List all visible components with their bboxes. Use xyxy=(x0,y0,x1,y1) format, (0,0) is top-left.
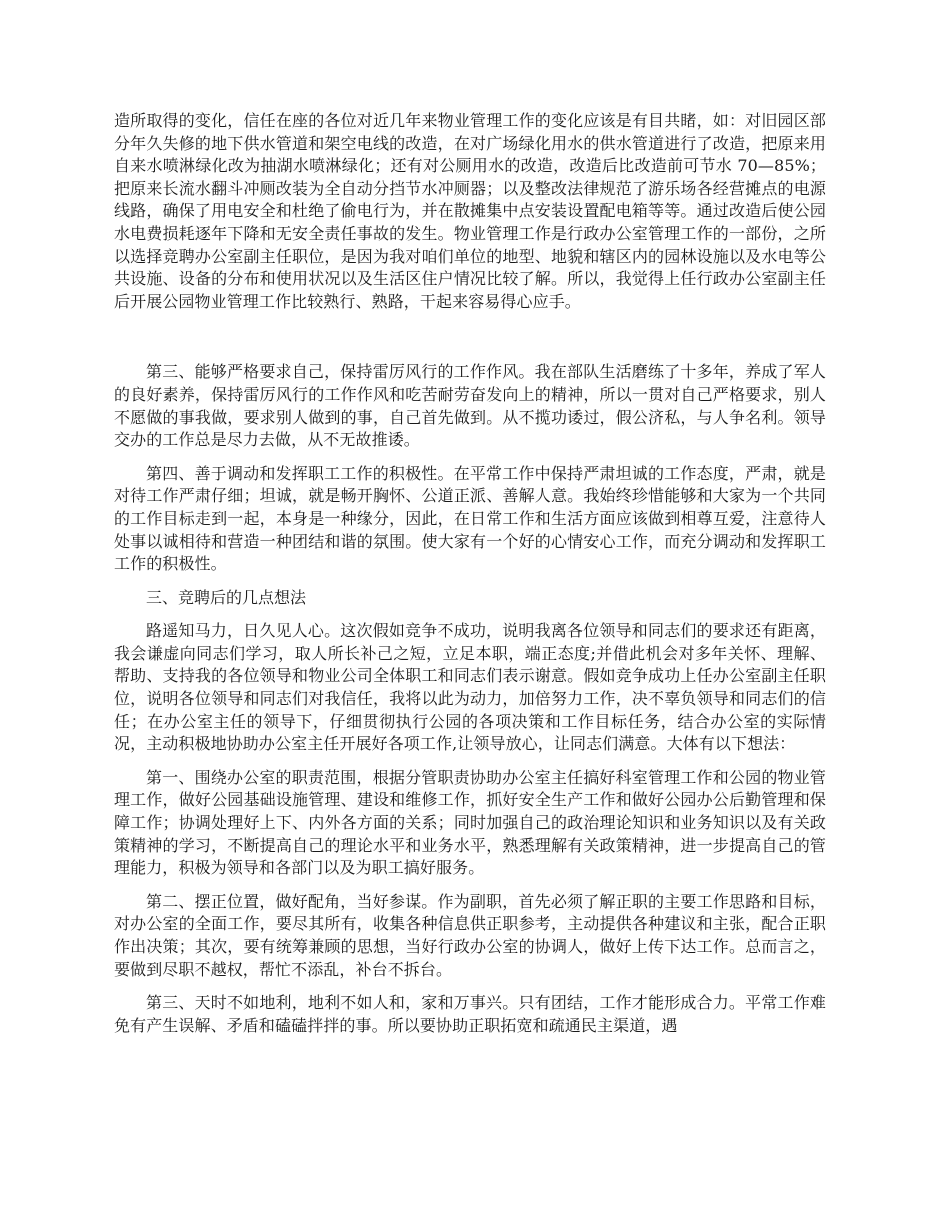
paragraph-continued: 造所取得的变化，信任在座的各位对近几年来物业管理工作的变化应该是有目共睹，如：对旧园区部分年久失修的地下供水管道和架空电线的改造，在对广场绿化用水的供水管道进行了改造，把原来用自来水喷淋绿化改为抽湖水喷淋绿化；还有对公厕用水的改造，改造后比改造前可节水 70—85%；把原来长流水翻斗冲厕改装为全自动分挡节水冲厕器；以及整改法律规范了游乐场各经营摊点的电源线路，确保了用电安全和杜绝了偷电行为，并在散摊集中点安装设置配电箱等等。通过改造后使公园水电费损耗逐年下降和无安全责任事故的发生。物业管理工作是行政办公室管理工作的一部份，之所以选择竞聘办公室副主任职位，是因为我对咱们单位的地型、地貌和辖区内的园林设施以及水电等公共设施、设备的分布和使用状况以及生活区住户情况比较了解。所以，我觉得上任行政办公室副主任后开展公园物业管理工作比较熟行、熟路，干起来容易得心应手。 xyxy=(114,111,826,311)
paragraph-outcome: 路遥知马力，日久见人心。这次假如竞争不成功，说明我离各位领导和同志们的要求还有距离，我会谦虚向同志们学习，取人所长补己之短，立足本职，端正态度;并借此机会对多年关怀、理解、帮助、支持我的各位领导和物业公司全体职工和同志们表示谢意。假如竞争成功上任办公室副主任职位，说明各位领导和同志们对我信任，我将以此为动力，加倍努力工作，决不辜负领导和同志们的信任；在办公室主任的领导下，仔细贯彻执行公园的各项决策和工作目标任务，结合办公室的实际情况，主动积极地协助办公室主任开展好各项工作,让领导放心，让同志们满意。大体有以下想法： xyxy=(114,621,826,754)
paragraph-idea-one: 第一、围绕办公室的职责范围，根据分管职责协助办公室主任搞好科室管理工作和公园的物业管理工作，做好公园基础设施管理、建设和维修工作，抓好安全生产工作和做好公园办公后勤管理和保障工作；协调处理好上下、内外各方面的关系；同时加强自己的政治理论知识和业务知识以及有关政策精神的学习，不断提高自己的理论水平和业务水平，熟悉理解有关政策精神，进一步提高自己的管理能力，积极为领导和各部门以及为职工搞好服务。 xyxy=(114,767,826,878)
document-page xyxy=(114,110,826,1037)
paragraph-idea-three: 第三、天时不如地利，地利不如人和，家和万事兴。只有团结，工作才能形成合力。平常工作难免有产生误解、矛盾和磕磕拌拌的事。所以要协助正职拓宽和疏通民主渠道，遇 xyxy=(114,993,826,1035)
paragraph-point-three-discipline: 第三、能够严格要求自己，保持雷厉风行的工作作风。我在部队生活磨练了十多年，养成了军人的良好素养，保持雷厉风行的工作作风和吃苦耐劳奋发向上的精神，所以一贯对自己严格要求，别人不愿做的事我做，要求别人做到的事，自己首先做到。从不揽功诿过，假公济私，与人争名利。领导交办的工作总是尽力去做，从不无故推诿。 xyxy=(114,362,826,450)
paragraph-idea-two: 第二、摆正位置，做好配角，当好参谋。作为副职，首先必须了解正职的主要工作思路和目标，对办公室的全面工作，要尽其所有，收集各种信息供正职参考，主动提供各种建议和主张，配合正职作出决策；其次，要有统筹兼顾的思想，当好行政办公室的协调人，做好上传下达工作。总而言之，要做到尽职不越权，帮忙不添乱，补台不拆台。 xyxy=(114,891,826,979)
paragraph-point-four-motivation: 第四、善于调动和发挥职工工作的积极性。在平常工作中保持严肃坦诚的工作态度，严肃，就是对待工作严肃仔细；坦诚，就是畅开胸怀、公道正派、善解人意。我始终珍惜能够和大家为一个共同的工作目标走到一起，本身是一种缘分，因此，在日常工作和生活方面应该做到相尊互爱，注意待人处事以诚相待和营造一种团结和谐的氛围。使大家有一个好的心情安心工作，而充分调动和发挥职工工作的积极性。 xyxy=(114,463,826,574)
section-heading: 三、竞聘后的几点想法 xyxy=(146,587,307,607)
